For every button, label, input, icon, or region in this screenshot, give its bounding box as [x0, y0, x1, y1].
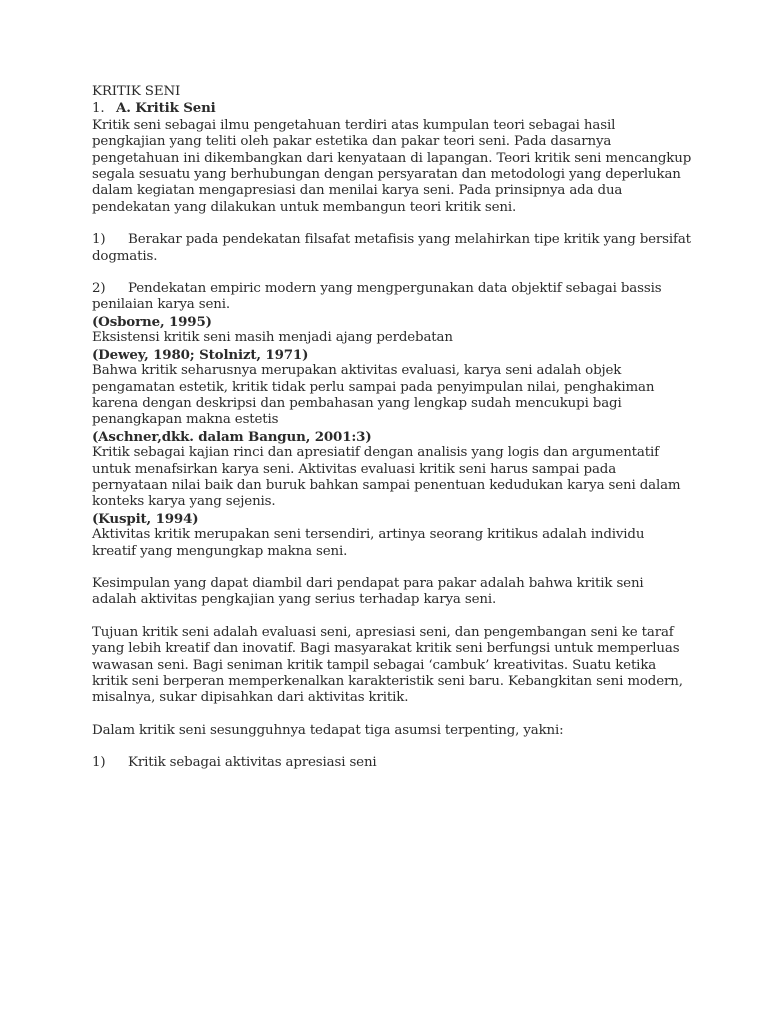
citation-text-aschner: Kritik sebagai kajian rinci dan apresiatif dengan analisis yang logis dan argumentatif untuk menafsirkan karya seni. Aktivitas evaluasi kritik seni harus sampai pada pernyataan nilai baik dan buruk bahkan sampai penentuan kedudukan karya seni dalam konteks karya yang sejenis. [92, 445, 681, 510]
citation-text-dewey: Bahwa kritik seharusnya merupakan aktivitas evaluasi, karya seni adalah objek pengamatan estetik, kritik tidak perlu sampai pada penyimpulan nilai, penghakiman karena dengan deskripsi dan pembahasan yang lengkap sudah mencukupi bagi penangkapan makna estetis [92, 363, 655, 428]
citation-heading-aschner: (Aschner,dkk. dalam Bangun, 2001:3) [92, 428, 372, 445]
assumption-item-1 [92, 755, 692, 771]
approach-item-2 [92, 281, 692, 314]
citation-text-kuspit: Aktivitas kritik merupakan seni tersendiri, artinya seorang kritikus adalah individu kreatif yang mengungkap makna seni. [92, 527, 645, 559]
citation-heading-dewey: (Dewey, 1980; Stolnizt, 1971) [92, 346, 309, 363]
approach-text-1: Berakar pada pendekatan filsafat metafisis yang melahirkan tipe kritik yang bersifat dogmatis. [92, 232, 691, 264]
intro-paragraph: Kritik seni sebagai ilmu pengetahuan terdiri atas kumpulan teori sebagai hasil pengkajian yang teliti oleh pakar estetika dan pakar teori seni. Pada dasarnya pengetahuan ini dikembangkan dari kenyataan di lapangan. Teori kritik seni mencangkup segala sesuatu yang berhubungan dengan persyaratan dan metodologi yang deperlukan dalam kegiatan mengapresiasi dan menilai karya seni. Pada prinsipnya ada dua pendekatan yang dilakukan untuk membangun teori kritik seni. [92, 117, 692, 215]
citation-heading-osborne: (Osborne, 1995) [92, 313, 212, 330]
citation-text-osborne: Eksistensi kritik seni masih menjadi ajang perdebatan [92, 330, 453, 346]
section-number: 1. [92, 101, 105, 117]
assumption-text-1: Kritik sebagai aktivitas apresiasi seni [128, 755, 377, 771]
approach-number-2: 2) [92, 281, 106, 297]
approach-number-1: 1) [92, 232, 106, 248]
approach-item-1 [92, 232, 692, 265]
section-heading [92, 100, 692, 117]
assumption-number-1: 1) [92, 755, 106, 771]
purpose-paragraph: Tujuan kritik seni adalah evaluasi seni, apresiasi seni, dan pengembangan seni ke taraf yang lebih kreatif dan inovatif. Bagi masyarakat kritik seni berfungsi untuk memperluas wawasan seni. Bagi seniman kritik tampil sebagai ‘cambuk’ kreativitas. Suatu ketika kritik seni berperan memperkenalkan karakteristik seni baru. Kebangkitan seni modern, misalnya, sukar dipisahkan dari aktivitas kritik. [92, 624, 683, 706]
document-page [92, 84, 692, 772]
approach-text-2: Pendekatan empiric modern yang mengpergunakan data objektif sebagai bassis penilaian karya seni. [92, 281, 662, 313]
conclusion-paragraph: Kesimpulan yang dapat diambil dari pendapat para pakar adalah bahwa kritik seni adalah aktivitas pengkajian yang serius terhadap karya seni. [92, 575, 644, 608]
citation-heading-kuspit: (Kuspit, 1994) [92, 510, 199, 527]
section-label: A. Kritik Seni [116, 100, 216, 117]
document-title: KRITIK SENI [92, 84, 181, 99]
assumptions-intro: Dalam kritik seni sesungguhnya tedapat tiga asumsi terpenting, yakni: [92, 722, 564, 738]
